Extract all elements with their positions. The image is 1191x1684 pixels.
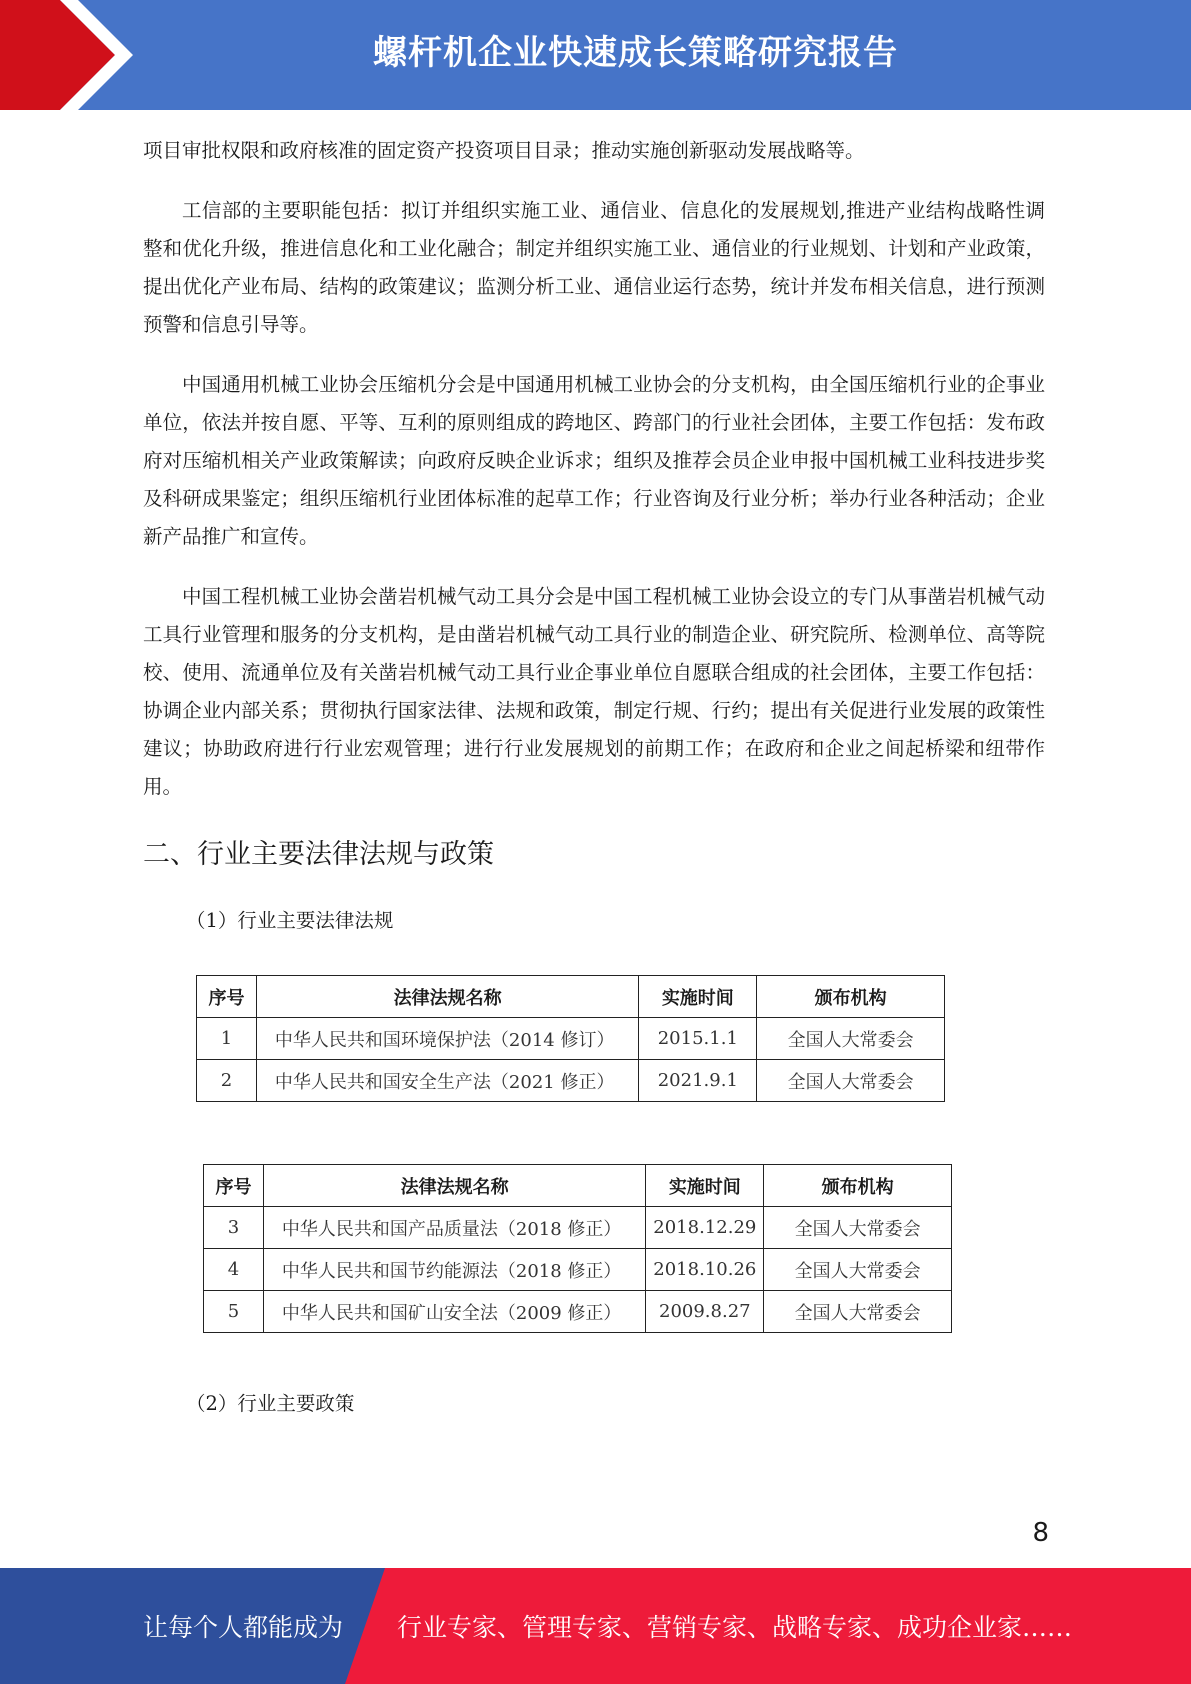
cell-issuing-body: 全国人大常委会 (764, 1291, 952, 1333)
page-footer (0, 1568, 1191, 1684)
cell-law-name: 中华人民共和国安全生产法（2021 修正） (256, 1060, 638, 1102)
header-index: 序号 (197, 976, 257, 1018)
cell-issuing-body: 全国人大常委会 (757, 1018, 945, 1060)
header-issuing-body: 颁布机构 (764, 1165, 952, 1207)
table-row (197, 1060, 945, 1102)
table-header-row (204, 1165, 952, 1207)
header-effective-date: 实施时间 (646, 1165, 764, 1207)
cell-effective-date: 2009.8.27 (646, 1291, 764, 1333)
cell-issuing-body: 全国人大常委会 (764, 1207, 952, 1249)
laws-table-2 (203, 1164, 952, 1333)
table-row (204, 1291, 952, 1333)
header-issuing-body: 颁布机构 (757, 976, 945, 1018)
cell-law-name: 中华人民共和国节约能源法（2018 修正） (263, 1249, 645, 1291)
header-law-name: 法律法规名称 (256, 976, 638, 1018)
header-law-name: 法律法规名称 (263, 1165, 645, 1207)
cell-effective-date: 2021.9.1 (639, 1060, 757, 1102)
header-index: 序号 (204, 1165, 264, 1207)
cell-law-name: 中华人民共和国产品质量法（2018 修正） (263, 1207, 645, 1249)
section-heading: 二、行业主要法律法规与政策 (143, 839, 494, 870)
cell-index: 3 (204, 1207, 264, 1249)
header-effective-date: 实施时间 (639, 976, 757, 1018)
table-row (197, 1018, 945, 1060)
report-title: 螺杆机企业快速成长策略研究报告 (373, 33, 898, 73)
page-number: 8 (1032, 1518, 1049, 1548)
paragraph-2: 工信部的主要职能包括：拟订并组织实施工业、通信业、信息化的发展规划,推进产业结构战略性调整和优化升级，推进信息化和工业化融合；制定并组织实施工业、通信业的行业规划、计划和产业政策，提出优化产业布局、结构的政策建议；监测分析工业、通信业运行态势，统计并发布相关信息，进行预测预警和信息引导等。 (143, 199, 1045, 336)
table-row (204, 1249, 952, 1291)
cell-effective-date: 2015.1.1 (639, 1018, 757, 1060)
page-header (0, 0, 1191, 110)
cell-effective-date: 2018.12.29 (646, 1207, 764, 1249)
laws-table-1 (196, 975, 945, 1102)
subsection-heading-laws: （1）行业主要法律法规 (186, 909, 394, 932)
cell-issuing-body: 全国人大常委会 (757, 1060, 945, 1102)
footer-slogan-right: 行业专家、管理专家、营销专家、战略专家、成功企业家…… (397, 1613, 1073, 1642)
paragraph-4: 中国工程机械工业协会凿岩机械气动工具分会是中国工程机械工业协会设立的专门从事凿岩机械气动工具行业管理和服务的分支机构，是由凿岩机械气动工具行业的制造企业、研究院所、检测单位、高等院校、使用、流通单位及有关凿岩机械气动工具行业企事业单位自愿联合组成的社会团体，主要工作包括：协调企业内部关系；贯彻执行国家法律、法规和政策，制定行规、行约；提出有关促进行业发展的政策性建议；协助政府进行行业宏观管理；进行行业发展规划的前期工作；在政府和企业之间起桥梁和纽带作用。 (143, 585, 1045, 798)
table-header-row (197, 976, 945, 1018)
cell-law-name: 中华人民共和国环境保护法（2014 修订） (256, 1018, 638, 1060)
cell-index: 1 (197, 1018, 257, 1060)
paragraph-1: 项目审批权限和政府核准的固定资产投资项目目录；推动实施创新驱动发展战略等。 (143, 139, 865, 162)
cell-index: 2 (197, 1060, 257, 1102)
cell-law-name: 中华人民共和国矿山安全法（2009 修正） (263, 1291, 645, 1333)
footer-slogan-left: 让每个人都能成为 (143, 1613, 344, 1642)
cell-index: 4 (204, 1249, 264, 1291)
cell-index: 5 (204, 1291, 264, 1333)
subsection-heading-policies: （2）行业主要政策 (186, 1392, 355, 1415)
body-text (143, 132, 1045, 806)
cell-effective-date: 2018.10.26 (646, 1249, 764, 1291)
cell-issuing-body: 全国人大常委会 (764, 1249, 952, 1291)
table-row (204, 1207, 952, 1249)
paragraph-3: 中国通用机械工业协会压缩机分会是中国通用机械工业协会的分支机构，由全国压缩机行业的企事业单位，依法并按自愿、平等、互利的原则组成的跨地区、跨部门的行业社会团体，主要工作包括：发布政府对压缩机相关产业政策解读；向政府反映企业诉求；组织及推荐会员企业申报中国机械工业科技进步奖及科研成果鉴定；组织压缩机行业团体标准的起草工作；行业咨询及行业分析；举办行业各种活动；企业新产品推广和宣传。 (143, 373, 1045, 548)
